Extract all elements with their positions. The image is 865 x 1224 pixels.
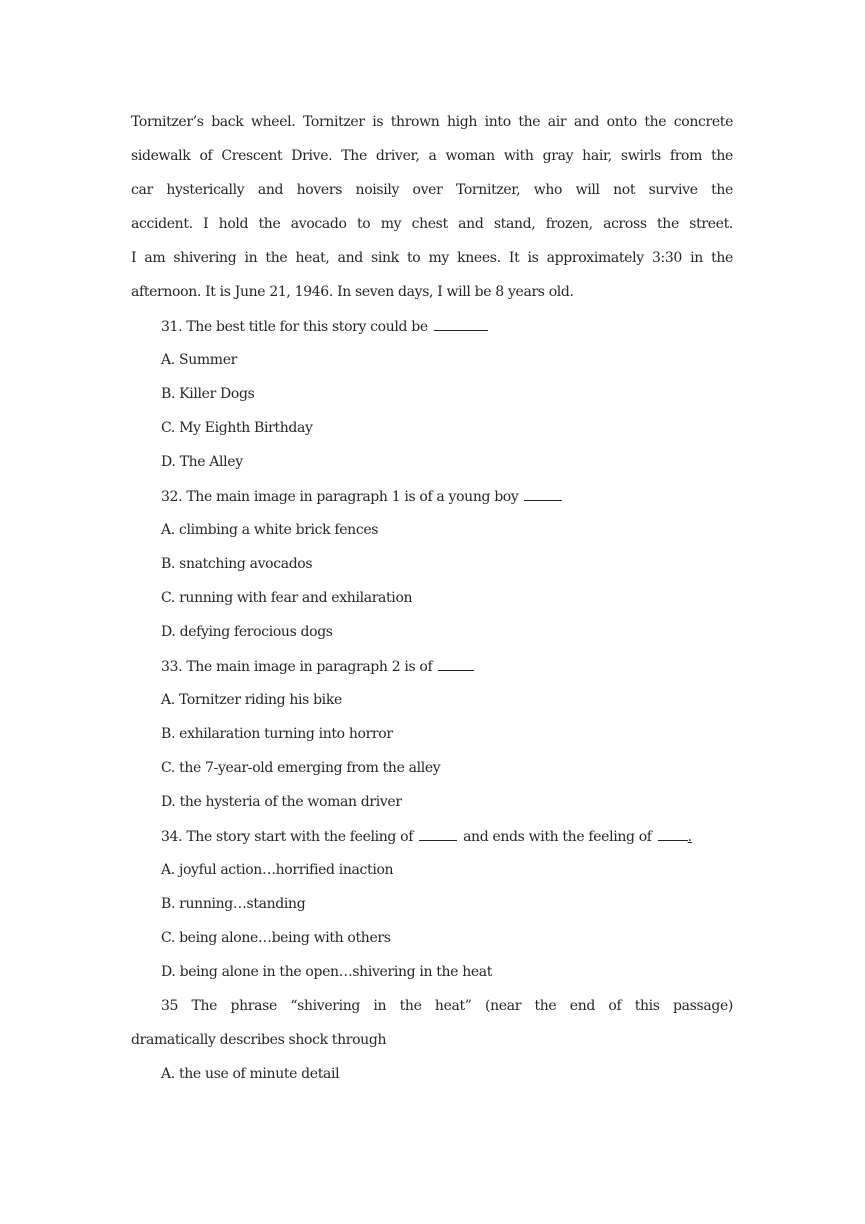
option-32-c: C. running with fear and exhilaration: [161, 590, 413, 606]
question-text: and ends with the feeling of: [463, 829, 652, 845]
passage-line: Tornitzer’s back wheel. Tornitzer is thrown high into the air and onto the concrete: [131, 114, 733, 130]
question-text: 34. The story start with the feeling of: [161, 829, 414, 845]
story-passage: [131, 110, 733, 314]
question-text: 31. The best title for this story could be: [161, 319, 428, 335]
option-34-a: A. joyful action…horrified inaction: [161, 862, 394, 878]
option-33-d: D. the hysteria of the woman driver: [161, 794, 402, 810]
option-34-d: D. being alone in the open…shivering in the heat: [161, 964, 493, 980]
question-31-stem: [131, 314, 733, 348]
answer-blank: [419, 824, 457, 841]
question-text: 33. The main image in paragraph 2 is of: [161, 659, 433, 675]
option-31-c: C. My Eighth Birthday: [161, 420, 313, 436]
option-31-a: A. Summer: [161, 352, 237, 368]
option-34-b: B. running…standing: [161, 896, 306, 912]
option-33-a: A. Tornitzer riding his bike: [161, 692, 342, 708]
question-35-stem-continued: dramatically describes shock through: [131, 1032, 387, 1048]
answer-blank: [434, 314, 488, 331]
option-33-b: B. exhilaration turning into horror: [161, 726, 393, 742]
question-text: 32. The main image in paragraph 1 is of a young boy: [161, 489, 519, 505]
question-end: .: [687, 829, 692, 845]
answer-blank: [524, 484, 562, 501]
answer-blank: [438, 654, 474, 671]
question-32-stem: [131, 484, 733, 518]
answer-blank: [658, 824, 688, 841]
option-31-b: B. Killer Dogs: [161, 386, 255, 402]
question-33-stem: [131, 654, 733, 688]
passage-line: sidewalk of Crescent Drive. The driver, a woman with gray hair, swirls from the: [131, 148, 733, 164]
passage-line: car hysterically and hovers noisily over Tornitzer, who will not survive the: [131, 182, 733, 198]
option-33-c: C. the 7-year-old emerging from the alley: [161, 760, 441, 776]
passage-line: afternoon. It is June 21, 1946. In seven days, I will be 8 years old.: [131, 284, 574, 300]
option-32-a: A. climbing a white brick fences: [161, 522, 379, 538]
passage-line: I am shivering in the heat, and sink to my knees. It is approximately 3:30 in the: [131, 250, 733, 266]
option-31-d: D. The Alley: [161, 454, 243, 470]
question-35-stem: 35 The phrase “shivering in the heat” (near the end of this passage): [161, 998, 733, 1014]
option-32-b: B. snatching avocados: [161, 556, 313, 572]
question-list: [131, 314, 733, 1096]
option-35-a: A. the use of minute detail: [161, 1066, 340, 1082]
option-32-d: D. defying ferocious dogs: [161, 624, 333, 640]
option-34-c: C. being alone…being with others: [161, 930, 391, 946]
question-34-stem: [131, 824, 733, 858]
passage-line: accident. I hold the avocado to my chest and stand, frozen, across the street.: [131, 216, 733, 232]
